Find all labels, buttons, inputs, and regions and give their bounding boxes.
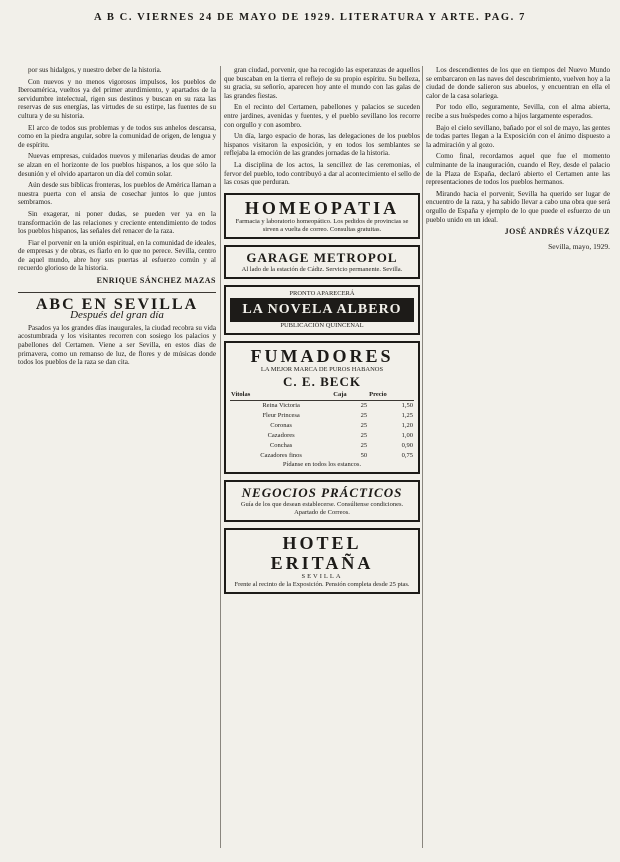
paragraph: Mirando hacia el porvenir, Sevilla ha querido ser lugar de encuentro de la raza, y ha sabido llevar a cabo una obra que será orgullo de España y ejemplo de lo que puede el esfuerzo de un pueblo unido en un ideal. — [426, 189, 610, 224]
paragraph: gran ciudad, porvenir, que ha recogido las esperanzas de aquellos que buscaban en la tierra el reflejo de su propio espíritu. Su belleza, su gracia, su señorío, aparecen hoy ante el mundo con las galas de las grandes fiestas. — [224, 66, 420, 100]
table-cell: 25 — [360, 401, 368, 409]
divider — [18, 292, 216, 293]
ad-top: PRONTO APARECERÁ — [289, 289, 355, 297]
paragraph: Un día, largo espacio de horas, las delegaciones de los pueblos hispanos visitaron la exposición, y en todos los semblantes se reflejaba la emoción de las grandes jornadas de la historia. — [224, 132, 420, 158]
table-cell: Cazadores finos — [260, 451, 302, 459]
table-row — [230, 411, 414, 421]
column-divider — [220, 66, 221, 848]
ad-novela — [224, 285, 420, 335]
paragraph: Los descendientes de los que en tiempos del Nuevo Mundo se embarcaron en las naves del descubrimiento, vuelven hoy a la ciudad de donde salieron sus abuelos, y encuentran en ella el calor de la casa solariega. — [426, 66, 610, 100]
table-cell: 1,25 — [401, 411, 413, 419]
table-cell: 25 — [360, 441, 368, 449]
column-2 — [224, 66, 420, 600]
page-header: A B C. VIERNES 24 DE MAYO DE 1929. LITERATURA Y ARTE. PAG. 7 — [94, 12, 526, 23]
ad-negocios — [224, 480, 420, 522]
table-cell: Coronas — [270, 421, 292, 429]
column-header: Vitolas — [230, 390, 332, 401]
price-table — [230, 390, 414, 461]
paragraph: La disciplina de los actos, la sencillez de las ceremonias, el fervor del pueblo, todo contribuyó a dar al acontecimiento el sello de las cosas que perduran. — [224, 160, 420, 187]
ad-city: SEVILLA — [301, 572, 343, 580]
ad-homeopatia — [224, 193, 420, 239]
paragraph: Como final, recordamos aquel que fue el momento culminante de la inauguración, cuando el Rey, desde el palacio de la Plaza de España, declaró abierto el Certamen ante las representaciones de todos los pueblos hermanos. — [426, 152, 610, 187]
table-cell: 25 — [360, 431, 368, 439]
ad-note: Pídanse en todos los estancos. — [282, 460, 362, 468]
paragraph: Con nuevos y no menos vigorosos impulsos, los pueblos de Iberoamérica, vueltos ya del primer aturdimiento, y apartados de la servidumbre intelectual, rigen sus destinos y buscan en su raza las reservas de sus energías, las virtudes de su estirpe, las fuentes de su cultura y de su historia. — [18, 77, 216, 120]
paragraph: El arco de todos sus problemas y de todos sus anhelos descansa, como en la piedra angular, sobre la comunidad de origen, de lengua y de espíritu. — [18, 123, 216, 149]
table-cell: Reina Victoria — [262, 401, 300, 409]
paragraph: En el recinto del Certamen, pabellones y palacios se suceden entre jardines, avenidas y fuentes, y el pueblo sevillano los recorre con orgullo y con asombro. — [224, 103, 420, 129]
section-subtitle: Después del gran día — [70, 309, 164, 322]
ad-text: Frente al recinto de la Exposición. Pensión completa desde 25 ptas. — [234, 580, 410, 588]
ad-brand: C. E. BECK — [283, 373, 361, 389]
table-cell: 1,00 — [401, 431, 413, 439]
column-divider — [422, 66, 423, 848]
table-row — [230, 431, 414, 441]
table-cell: 1,20 — [401, 421, 413, 429]
table-cell: Cazadores — [267, 431, 295, 439]
column-header: Caja — [332, 390, 368, 401]
paragraph: Nuevas empresas, cuidados nuevos y milenarias deudas de amor se alzan en el horizonte de los pueblos hispanos, a los que sólo la desunión y el olvido apartaron un día del común solar. — [18, 152, 216, 178]
table-cell: 25 — [360, 411, 368, 419]
paragraph: Aún desde sus bíblicas fronteras, los pueblos de América llaman a nuestra puerta con el ansia de cosechar juntos lo que juntos sembramos. — [18, 181, 216, 207]
table-row — [230, 451, 414, 461]
ad-text: Guía de los que desean establecerse. Consúltense condiciones. Apartado de Correos. — [240, 500, 404, 516]
ad-title: HOTEL ERITAÑA — [270, 532, 374, 573]
table-cell: 0,75 — [401, 451, 413, 459]
section-title: ABC EN SEVILLA — [35, 295, 199, 313]
ad-text: Al lado de la estación de Cádiz. Servicio permanente. Sevilla. — [241, 265, 403, 273]
paragraph: Sin exagerar, ni poner dudas, se pueden ver ya en la transformación de las relaciones y creciente entendimiento de todos los pueblos hispanos, las señales del renacer de la raza. — [18, 209, 216, 236]
ad-title: FUMADORES — [250, 345, 394, 366]
ad-title: NEGOCIOS PRÁCTICOS — [241, 484, 403, 500]
column-1 — [18, 66, 216, 370]
ad-garage — [224, 245, 420, 279]
table-cell: 1,50 — [401, 401, 413, 409]
ad-title: LA NOVELA ALBERO — [230, 298, 414, 322]
paragraph: por sus hidalgos, y nuestro deber de la historia. — [28, 66, 162, 74]
ad-hotel — [224, 528, 420, 594]
table-row — [230, 441, 414, 451]
paragraph: Pasados ya los grandes días inaugurales, la ciudad recobra su vida acostumbrada y los visitantes recorren con sosiego los palacios y pabellones del Certamen. Viene a ser Sevilla, en estos días de primavera, como un remanso de luz, de flores y de músicas donde todos los pueblos de la raza se dan cita. — [18, 323, 216, 367]
table-cell: 50 — [360, 451, 368, 459]
column-header: Precio — [368, 390, 414, 401]
column-3 — [426, 66, 610, 251]
ad-bottom: PUBLICACIÓN QUINCENAL — [280, 321, 364, 329]
table-cell: 0,90 — [401, 441, 413, 449]
dateline: Sevilla, mayo, 1929. — [548, 241, 610, 251]
table-cell: Fleur Princesa — [262, 411, 300, 419]
ad-tagline: LA MEJOR MARCA DE PUROS HABANOS — [260, 365, 384, 373]
table-cell: Conchas — [269, 441, 293, 449]
ad-title: GARAGE METROPOL — [246, 249, 398, 265]
table-row — [230, 421, 414, 431]
table-row — [230, 400, 414, 411]
signature: ENRIQUE SÁNCHEZ MAZAS — [96, 276, 216, 286]
paragraph: Fiar el porvenir en la unión espiritual, en la comunidad de ideales, de empresas y de obras, es fiarlo en lo que no perece. Sevilla, centro de aquel mundo, abre hoy sus puertas al esfuerzo común y al recuerdo glorioso de la historia. — [18, 238, 216, 273]
ad-text: Farmacia y laboratorio homeopático. Los pedidos de provincias se sirven a vuelta de correo. Consultas gratuitas. — [235, 217, 409, 233]
ad-title: HOMEOPATIA — [244, 197, 400, 218]
table-cell: 25 — [360, 421, 368, 429]
ad-fumadores — [224, 341, 420, 474]
paragraph: Por todo ello, seguramente, Sevilla, con el alma abierta, recibe a sus huéspedes como a hijos largamente esperados. — [426, 103, 610, 120]
signature: JOSÉ ANDRÉS VÁZQUEZ — [504, 227, 610, 237]
paragraph: Bajo el cielo sevillano, bañado por el sol de mayo, las gentes de todas partes llegan a la Exposición con el ánimo dispuesto a la admiración y al gozo. — [426, 123, 610, 149]
